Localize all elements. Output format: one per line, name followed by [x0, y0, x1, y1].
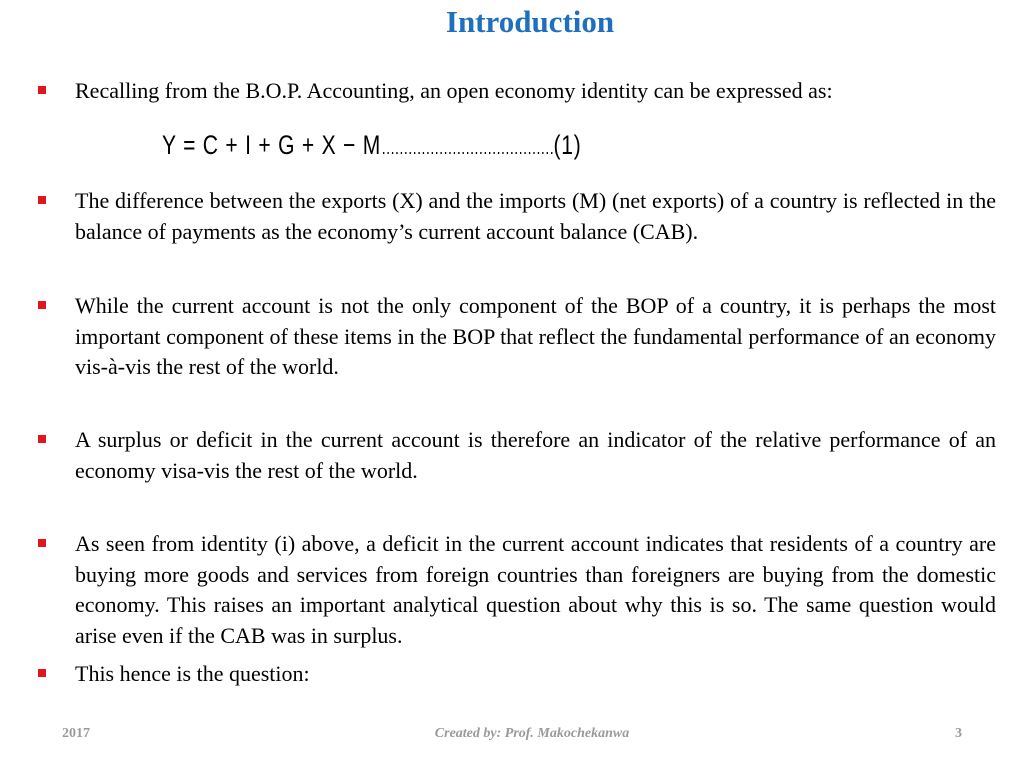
bullet-text: The difference between the exports (X) and the imports (M) (net exports) of a country is reflected in the balance of payments as the economy’s current account balance (CAB).: [75, 188, 996, 244]
bullet-text: Recalling from the B.O.P. Accounting, an open economy identity can be expressed as:: [75, 78, 833, 103]
footer-year: 2017: [62, 726, 90, 741]
formula-expression: Y = C + I + G + X − M: [162, 130, 382, 160]
bullet-text: A surplus or deficit in the current account is therefore an indicator of the relative performance of an economy visa-vis the rest of the world.: [75, 427, 996, 483]
bullet-item: [36, 291, 996, 383]
formula-dots: …………………………………: [381, 138, 554, 158]
square-bullet-icon: [38, 539, 46, 547]
formula-equation: [162, 130, 582, 161]
square-bullet-icon: [38, 86, 46, 94]
footer-author: Created by: Prof. Makochekanwa: [434, 726, 630, 741]
footer-page-number: 3: [955, 726, 962, 741]
slide-title: Introduction: [445, 4, 615, 39]
formula-number: (1): [553, 130, 582, 160]
bullet-text: While the current account is not the only component of the BOP of a country, it is perhaps the most important component of these items in the BOP that reflect the fundamental performance of an economy vis-à-vis the rest of the world.: [75, 293, 996, 379]
bullet-item: [36, 425, 996, 486]
square-bullet-icon: [38, 196, 46, 204]
bullet-text: As seen from identity (i) above, a deficit in the current account indicates that residents of a country are buying more goods and services from foreign countries than foreigners are buying from the domestic economy. This raises an important analytical question about why this is so. The same question would arise even if the CAB was in surplus.: [75, 531, 996, 648]
bullet-item: [36, 186, 996, 247]
bullet-text: This hence is the question:: [75, 661, 310, 686]
square-bullet-icon: [38, 301, 46, 309]
bullet-item: [36, 529, 996, 651]
square-bullet-icon: [38, 669, 46, 677]
bullet-item: [36, 659, 996, 690]
bullet-item: [36, 76, 996, 107]
square-bullet-icon: [38, 435, 46, 443]
